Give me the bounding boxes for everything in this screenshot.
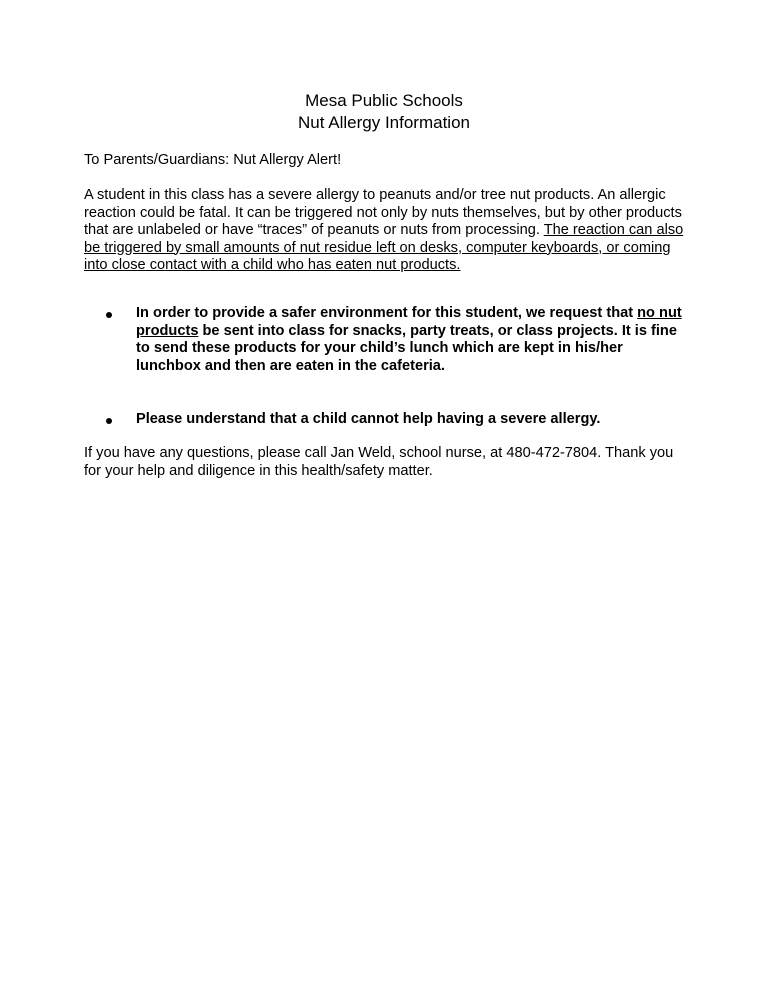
bullet-1-underlined: no nut products — [136, 305, 682, 339]
bullet-dot-icon — [106, 312, 112, 318]
bullet-1-after: be sent into class for snacks, party treats, or class projects. It is fine to send these products for your child’s lunch which are kept in his/her lunchbox and then are eaten in the cafeteria. — [136, 322, 677, 374]
title-line-1: Mesa Public Schools — [305, 91, 463, 110]
title-line-2: Nut Allergy Information — [298, 113, 470, 132]
greeting-line: To Parents/Guardians: Nut Allergy Alert! — [84, 152, 342, 168]
bullet-1-before: In order to provide a safer environment for this student, we request that — [136, 305, 638, 321]
document-title — [0, 90, 768, 134]
request-bullet-list — [84, 305, 684, 465]
closing-paragraph: If you have any questions, please call Jan Weld, school nurse, at 480-472-7804. Thank you for your help and diligence in this health/safety matter. — [84, 445, 674, 479]
intro-paragraph-text: A student in this class has a severe allergy to peanuts and/or tree nut products. An allergic reaction could be fatal. It can be triggered not only by nuts themselves, but by other products that are unlabeled or have “traces” of peanuts or nuts from processing. — [84, 187, 682, 238]
intro-paragraph — [84, 187, 684, 275]
bullet-item-understand — [84, 411, 684, 429]
bullet-item-request — [84, 305, 684, 375]
intro-paragraph-underlined: The reaction can also be triggered by small amounts of nut residue left on desks, computer keyboards, or coming into close contact with a child who has eaten nut products. — [84, 222, 684, 273]
bullet-dot-icon — [106, 418, 112, 424]
bullet-2-text: Please understand that a child cannot help having a severe allergy. — [136, 411, 601, 427]
